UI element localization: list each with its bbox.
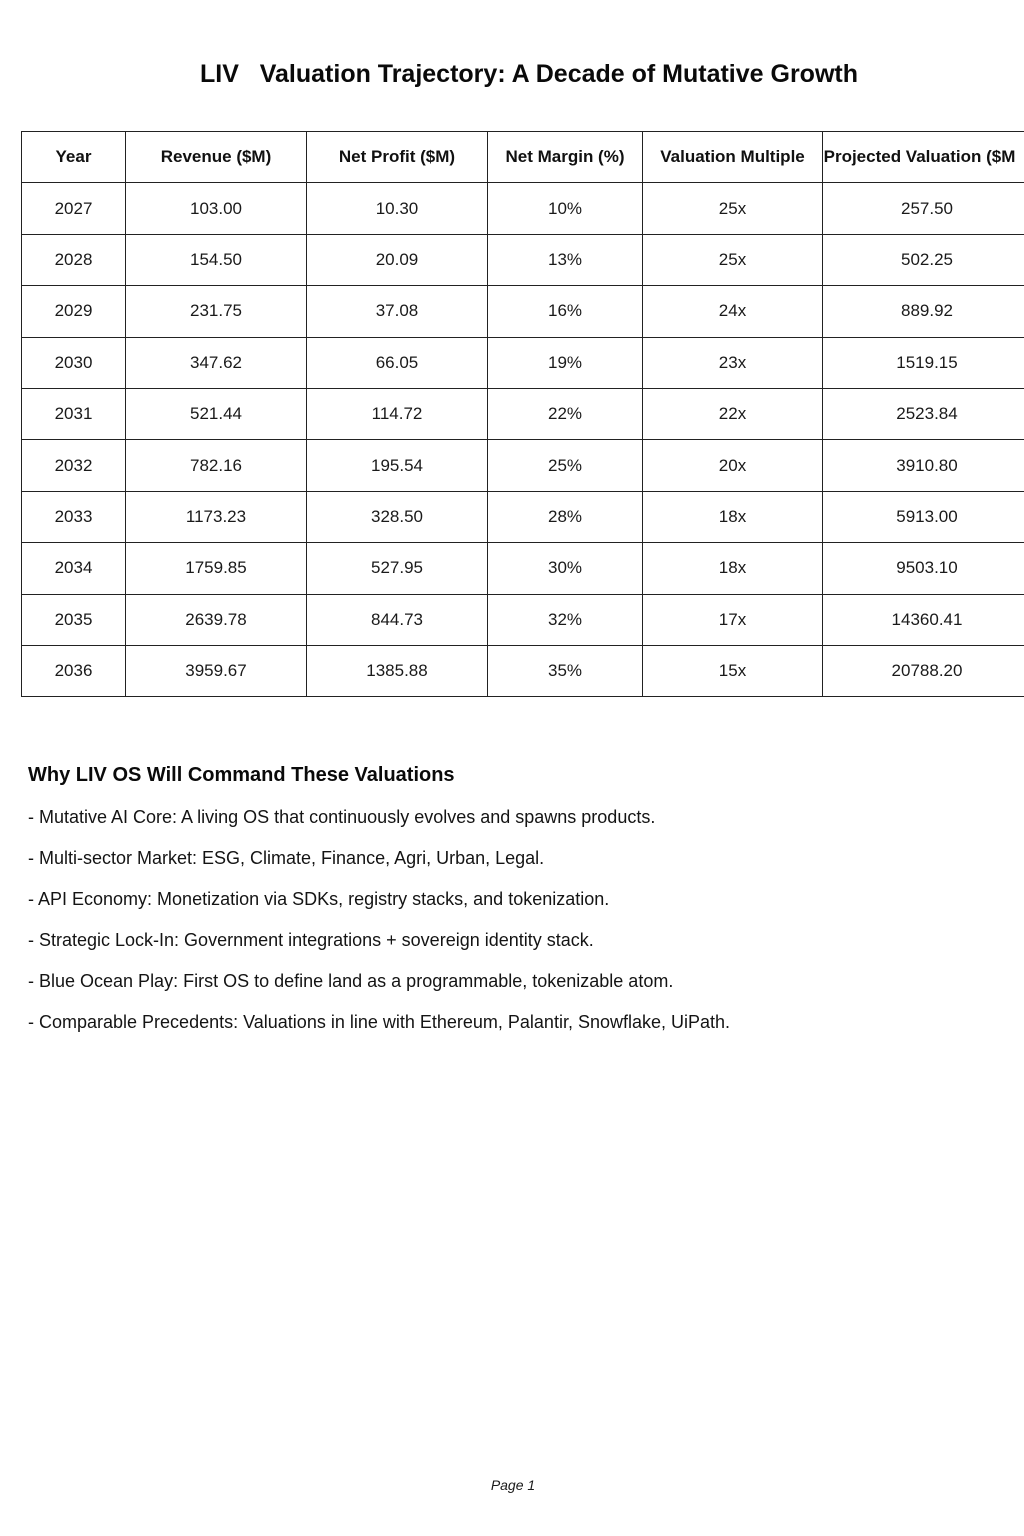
cell-net-profit: 328.50 [307, 491, 488, 542]
valuation-table [21, 131, 1024, 697]
bullet-item: - Blue Ocean Play: First OS to define land as a programmable, tokenizable atom. [28, 971, 674, 991]
cell-net-margin: 28% [488, 491, 643, 542]
cell-projected-valuation: 2523.84 [823, 388, 1024, 439]
cell-projected-valuation: 502.25 [823, 234, 1024, 285]
cell-revenue: 2639.78 [126, 594, 307, 645]
cell-net-margin: 30% [488, 543, 643, 594]
cell-year: 2027 [22, 183, 126, 234]
cell-projected-valuation: 889.92 [823, 286, 1024, 337]
valuation-rationale-section [28, 764, 988, 1053]
section-heading: Why LIV OS Will Command These Valuations [28, 764, 455, 786]
cell-net-profit: 844.73 [307, 594, 488, 645]
table-body [22, 183, 1024, 697]
bullet-item: - Multi-sector Market: ESG, Climate, Finance, Agri, Urban, Legal. [28, 848, 545, 868]
table-row [22, 543, 1024, 594]
cell-net-margin: 32% [488, 594, 643, 645]
header-year: Year [22, 132, 126, 183]
cell-net-profit: 10.30 [307, 183, 488, 234]
cell-valuation-multiple: 15x [643, 645, 823, 696]
table-row [22, 645, 1024, 696]
cell-net-profit: 527.95 [307, 543, 488, 594]
cell-revenue: 347.62 [126, 337, 307, 388]
cell-net-margin: 22% [488, 388, 643, 439]
cell-valuation-multiple: 18x [643, 543, 823, 594]
table-row [22, 286, 1024, 337]
cell-net-margin: 35% [488, 645, 643, 696]
cell-projected-valuation: 257.50 [823, 183, 1024, 234]
header-valuation-multiple: Valuation Multiple [643, 132, 823, 183]
cell-valuation-multiple: 25x [643, 183, 823, 234]
header-revenue: Revenue ($M) [126, 132, 307, 183]
cell-year: 2029 [22, 286, 126, 337]
bullet-item: - API Economy: Monetization via SDKs, registry stacks, and tokenization. [28, 889, 610, 909]
page-number: Page 1 [490, 1477, 536, 1493]
cell-valuation-multiple: 18x [643, 491, 823, 542]
cell-valuation-multiple: 25x [643, 234, 823, 285]
page-title: LIV Valuation Trajectory: A Decade of Mutative Growth [200, 60, 858, 88]
cell-year: 2036 [22, 645, 126, 696]
cell-revenue: 231.75 [126, 286, 307, 337]
cell-net-margin: 16% [488, 286, 643, 337]
table-row [22, 440, 1024, 491]
header-net-profit: Net Profit ($M) [307, 132, 488, 183]
cell-net-profit: 66.05 [307, 337, 488, 388]
cell-revenue: 3959.67 [126, 645, 307, 696]
cell-year: 2033 [22, 491, 126, 542]
cell-projected-valuation: 9503.10 [823, 543, 1024, 594]
table-row [22, 388, 1024, 439]
cell-valuation-multiple: 17x [643, 594, 823, 645]
cell-revenue: 1759.85 [126, 543, 307, 594]
cell-year: 2028 [22, 234, 126, 285]
cell-year: 2031 [22, 388, 126, 439]
valuation-table-container [21, 131, 1024, 697]
cell-revenue: 154.50 [126, 234, 307, 285]
table-row [22, 183, 1024, 234]
cell-projected-valuation: 5913.00 [823, 491, 1024, 542]
cell-net-profit: 195.54 [307, 440, 488, 491]
bullet-item: - Comparable Precedents: Valuations in line with Ethereum, Palantir, Snowflake, UiPath. [28, 1012, 731, 1032]
cell-projected-valuation: 1519.15 [823, 337, 1024, 388]
table-row [22, 594, 1024, 645]
table-row [22, 234, 1024, 285]
header-projected-valuation [823, 132, 1024, 183]
cell-net-margin: 10% [488, 183, 643, 234]
cell-net-profit: 114.72 [307, 388, 488, 439]
cell-year: 2030 [22, 337, 126, 388]
table-row [22, 337, 1024, 388]
cell-valuation-multiple: 24x [643, 286, 823, 337]
bullet-item: - Mutative AI Core: A living OS that continuously evolves and spawns products. [28, 807, 656, 827]
table-row [22, 491, 1024, 542]
cell-projected-valuation: 20788.20 [823, 645, 1024, 696]
bullet-item: - Strategic Lock-In: Government integrations + sovereign identity stack. [28, 930, 594, 950]
bullet-list [28, 807, 988, 1033]
cell-valuation-multiple: 20x [643, 440, 823, 491]
cell-net-margin: 13% [488, 234, 643, 285]
cell-year: 2034 [22, 543, 126, 594]
header-net-margin: Net Margin (%) [488, 132, 643, 183]
cell-valuation-multiple: 23x [643, 337, 823, 388]
cell-year: 2032 [22, 440, 126, 491]
cell-revenue: 782.16 [126, 440, 307, 491]
cell-revenue: 103.00 [126, 183, 307, 234]
cell-valuation-multiple: 22x [643, 388, 823, 439]
cell-net-profit: 37.08 [307, 286, 488, 337]
cell-projected-valuation: 14360.41 [823, 594, 1024, 645]
header-projected-valuation-label: Projected Valuation ($M [823, 147, 1016, 167]
cell-net-margin: 25% [488, 440, 643, 491]
cell-net-margin: 19% [488, 337, 643, 388]
cell-net-profit: 1385.88 [307, 645, 488, 696]
cell-revenue: 1173.23 [126, 491, 307, 542]
table-header-row [22, 132, 1024, 183]
cell-revenue: 521.44 [126, 388, 307, 439]
cell-projected-valuation: 3910.80 [823, 440, 1024, 491]
cell-year: 2035 [22, 594, 126, 645]
cell-net-profit: 20.09 [307, 234, 488, 285]
